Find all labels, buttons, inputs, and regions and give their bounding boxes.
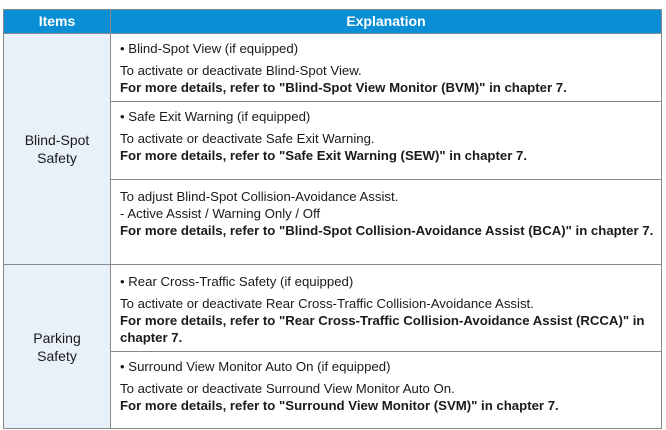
item-cell-parking-safety bbox=[4, 265, 111, 429]
settings-table bbox=[3, 9, 662, 429]
collision-avoidance-section bbox=[111, 180, 661, 244]
bullet-title: • Safe Exit Warning (if equipped) bbox=[120, 109, 311, 124]
table-row bbox=[4, 265, 662, 429]
description-text: To activate or deactivate Surround View Monitor Auto On. bbox=[120, 381, 455, 396]
reference-text: For more details, refer to "Rear Cross-Traffic Collision-Avoidance Assist (RCCA)" in chapter 7. bbox=[120, 313, 645, 345]
bullet-title: • Blind-Spot View (if equipped) bbox=[120, 41, 299, 56]
reference-text: For more details, refer to "Surround View Monitor (SVM)" in chapter 7. bbox=[120, 398, 559, 413]
explanation-cell bbox=[111, 34, 662, 180]
item-cell-blind-spot-safety bbox=[4, 34, 111, 265]
item-label-line: Parking bbox=[33, 329, 81, 346]
items-column-header: Items bbox=[4, 10, 111, 34]
options-text: - Active Assist / Warning Only / Off bbox=[120, 206, 321, 221]
bullet-title: • Rear Cross-Traffic Safety (if equipped) bbox=[120, 274, 354, 289]
section-divider bbox=[111, 351, 661, 352]
description-text: To adjust Blind-Spot Collision-Avoidance Assist. bbox=[120, 189, 399, 204]
item-label-line: Safety bbox=[37, 150, 77, 166]
description-text: To activate or deactivate Blind-Spot View. bbox=[120, 63, 362, 78]
table-header-row bbox=[4, 10, 662, 34]
reference-text: For more details, refer to "Safe Exit Warning (SEW)" in chapter 7. bbox=[120, 148, 527, 163]
blind-spot-view-section bbox=[111, 34, 661, 102]
rear-cross-traffic-section bbox=[111, 265, 661, 352]
description-text: To activate or deactivate Rear Cross-Traffic Collision-Avoidance Assist. bbox=[120, 296, 534, 311]
item-label-line: Blind-Spot bbox=[24, 132, 90, 148]
reference-text: For more details, refer to "Blind-Spot Collision-Avoidance Assist (BCA)" in chapter 7. bbox=[120, 223, 654, 238]
explanation-cell bbox=[111, 265, 662, 429]
safe-exit-warning-section bbox=[111, 108, 661, 164]
reference-text: For more details, refer to "Blind-Spot View Monitor (BVM)" in chapter 7. bbox=[120, 80, 567, 95]
table-row bbox=[4, 34, 662, 180]
explanation-column-header: Explanation bbox=[111, 10, 662, 34]
surround-view-section bbox=[111, 358, 661, 419]
section-divider bbox=[111, 101, 661, 102]
description-text: To activate or deactivate Safe Exit Warning. bbox=[120, 131, 375, 146]
explanation-cell bbox=[111, 180, 662, 265]
bullet-title: • Surround View Monitor Auto On (if equipped) bbox=[120, 359, 391, 374]
item-label-line: Safety bbox=[37, 347, 77, 364]
